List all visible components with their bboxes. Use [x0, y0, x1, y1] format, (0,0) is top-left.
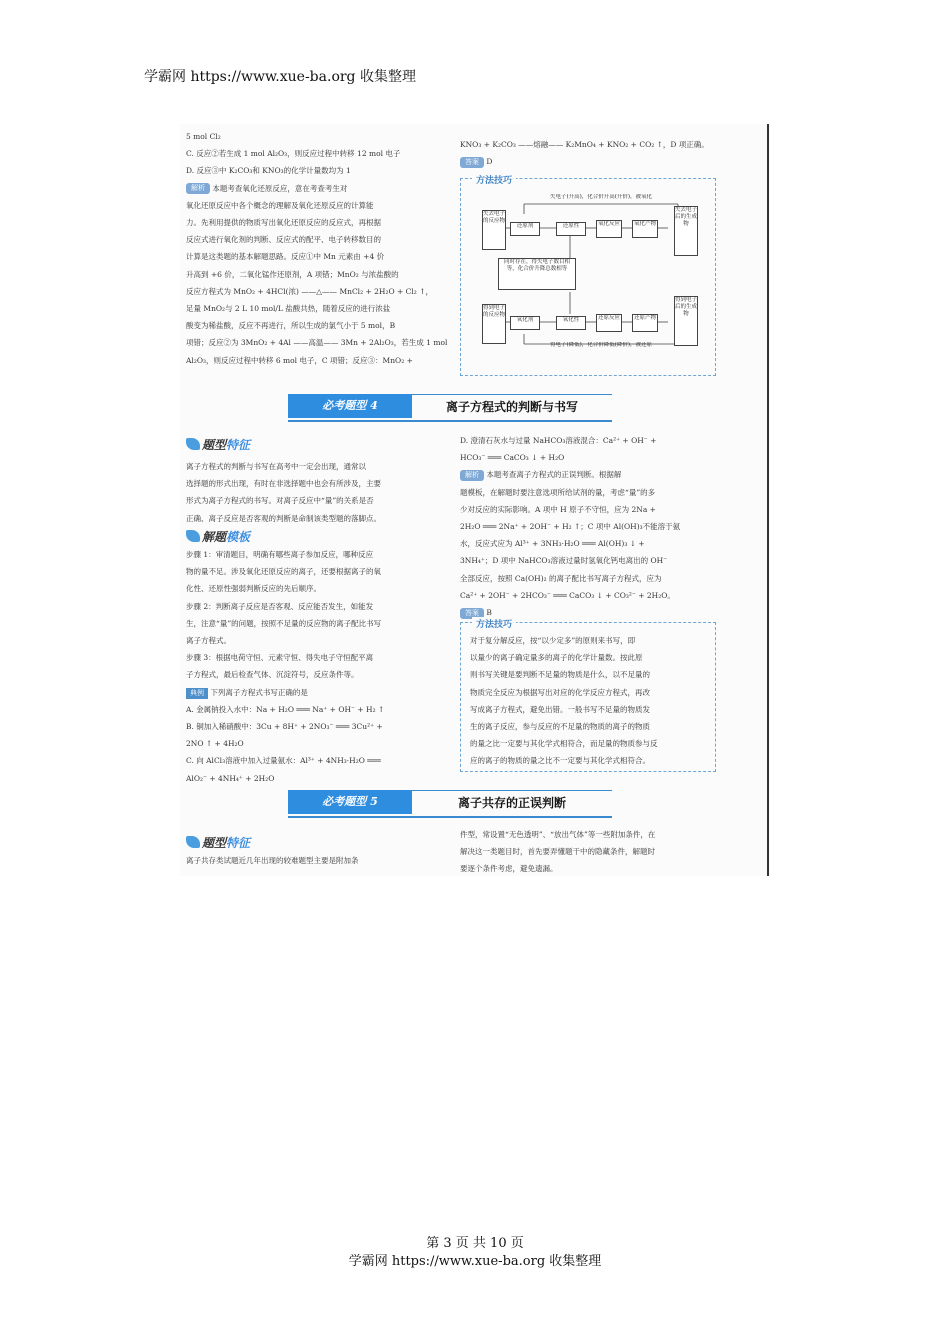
text-line: 全部反应，按照 Ca(OH)₂ 的离子配比书写离子方程式，应为 — [460, 573, 662, 583]
text-line: 反应方程式为 MnO₂ + 4HCl(浓) ——△—— MnCl₂ + 2H₂O + Cl₂ ↑， — [186, 286, 433, 296]
text-line: 本题考查氧化还原反应，意在考查考生对 — [212, 183, 348, 193]
page-edge-rule — [767, 124, 769, 876]
text-line: Al₂O₃，则反应过程中转移 6 mol 电子，C 项错；反应③：MnO₂ + — [186, 355, 413, 365]
banner-title: 离子共存的正误判断 — [412, 790, 612, 815]
text-line: 生，注意“量”的问题，按照不足量的反应物的离子配比书写 — [186, 618, 382, 628]
text-line: 3NH₄⁺；D 项中 NaHCO₃溶液过量时氢氧化钙电离出的 OH⁻ — [460, 556, 668, 566]
text-line: 正确、离子反应是否客观的判断是命制该类型题的落脚点。 — [186, 513, 381, 523]
s4-method-text — [470, 632, 708, 770]
text-line: 水，反应式应为 Al³⁺ + 3NH₃·H₂O ═══ Al(OH)₃ ↓ + — [460, 539, 645, 549]
text-line: 本题考查离子方程式的正误判断。根据解 — [486, 470, 622, 480]
text-line: 选择题的形式出现，有时在非选择题中也会有所涉及，主要 — [186, 479, 381, 489]
banner-label: 必考题型 5 — [288, 790, 412, 814]
heading-accent: 模板 — [226, 530, 251, 544]
heading-text: 题型 — [202, 438, 227, 452]
box-left-reactant-1: 失去电子的反应物 — [482, 210, 506, 250]
text-line: 酸变为稀盐酸，反应不再进行，所以生成的氯气小于 5 mol，B — [186, 321, 396, 331]
text-line: 步骤 2：判断离子反应是否客观、反应能否发生，如能发 — [186, 601, 374, 611]
text-line: 则书写关键是要判断不足量的物质是什么，以不足量的 — [470, 670, 650, 680]
box-oxidation-product: 氧化产物 — [632, 220, 658, 238]
heading-text: 题型 — [202, 836, 227, 850]
heading-text: 解题 — [202, 530, 227, 544]
box-reduction-reaction: 还原反应 — [596, 314, 622, 332]
answer-tag: 答案 — [460, 608, 484, 619]
s4-intro — [186, 458, 448, 527]
example-tag: 典例 — [186, 688, 208, 699]
heading-accent: 特征 — [226, 836, 251, 850]
text-line: Ca²⁺ + 2OH⁻ + 2HCO₃⁻ ═══ CaCO₃ ↓ + CO₃²⁻ + 2H₂O。 — [460, 590, 675, 600]
answer-value: B — [486, 608, 492, 618]
s4-right-column — [460, 432, 718, 621]
top-right-column — [460, 136, 718, 170]
box-left-reactant-2: 得到电子的反应物 — [482, 304, 506, 344]
text-line: 离子方程式。 — [186, 636, 231, 646]
text-line: B. 铜加入稀硝酸中：3Cu + 8H⁺ + 2NO₃⁻ ═══ 3Cu²⁺ + — [186, 722, 383, 732]
text-line: 解决这一类题目时，首先要弄懂题干中的隐藏条件，解题时 — [460, 847, 655, 857]
page-header: 学霸网 https://www.xue-ba.org 收集整理 — [144, 69, 416, 85]
feature-heading — [186, 436, 250, 453]
bottom-label: 得电子(降低)，化合价降低(降价)，被还原 — [549, 342, 653, 348]
s4-steps — [186, 546, 448, 787]
text-line: 5 mol Cl₂ — [186, 132, 221, 141]
text-line: C. 向 AlCl₃溶液中加入过量氨水：Al³⁺ + 4NH₃·H₂O ═══ — [186, 756, 381, 766]
box-reducing-agent: 还原剂 — [510, 222, 540, 236]
heading-icon — [186, 530, 200, 542]
analysis-tag: 解析 — [186, 183, 210, 194]
top-label: 失电子(升高)，化合价升高(升价)，被氧化 — [549, 194, 653, 200]
heading-icon — [186, 836, 200, 848]
text-line: 项错；反应②为 3MnO₂ + 4Al ——高温—— 3Mn + 2Al₂O₃，若生成 1 mol — [186, 338, 448, 348]
box-oxidation-reaction: 氧化反应 — [596, 220, 622, 238]
box-reduction-product: 还原产物 — [632, 314, 658, 332]
box-oxidizability: 氧化性 — [556, 316, 586, 330]
text-line: 物质完全反应为根据写出对应的化学反应方程式，再改 — [470, 687, 650, 697]
text-line: 应的离子的物质的量之比不一定要与其化学式相符合。 — [470, 756, 650, 766]
text-line: HCO₃⁻ ═══ CaCO₃ ↓ + H₂O — [460, 453, 565, 463]
s5-left-column — [186, 852, 448, 869]
text-line: 形式为离子方程式的书写。对离子反应中“量”的关系是否 — [186, 496, 374, 506]
text-line: AlO₂⁻ + 4NH₄⁺ + 2H₂O — [186, 773, 275, 783]
box-right-product-2: 得到电子后的生成物 — [674, 296, 698, 346]
feature-heading — [186, 834, 250, 851]
top-left-column — [186, 128, 448, 369]
template-heading — [186, 528, 250, 545]
analysis-tag: 解析 — [460, 470, 484, 481]
answer-value: D — [486, 157, 493, 167]
text-line: 2NO ↑ + 4H₂O — [186, 739, 244, 749]
box-right-product-1: 失去电子后的生成物 — [674, 206, 698, 256]
box-middle-note: 同时存在，得失电子数目相等，化合价升降总数相等 — [498, 258, 576, 290]
heading-icon — [186, 438, 200, 450]
text-line: 下列离子方程式书写正确的是 — [210, 687, 308, 697]
answer-tag: 答案 — [460, 157, 484, 168]
heading-accent: 特征 — [226, 438, 251, 452]
text-line: C. 反应②若生成 1 mol Al₂O₃，则反应过程中转移 12 mol 电子 — [186, 149, 401, 159]
s5-right-column — [460, 826, 718, 878]
text-line: 题模板，在解题时要注意选项所给试剂的量，考虑“量”的多 — [460, 487, 656, 497]
text-line: 氧化还原反应中各个概念的理解及氧化还原反应的计算能 — [186, 200, 374, 210]
banner-title: 离子方程式的判断与书写 — [412, 394, 612, 419]
text-line: D. 澄清石灰水与过量 NaHCO₃溶液混合：Ca²⁺ + OH⁻ + — [460, 436, 657, 445]
text-line: KNO₃ + K₂CO₃ ——熔融—— K₂MnO₄ + KNO₂ + CO₂ ↑，D 项正确。 — [460, 140, 709, 149]
text-line: 离子共存类试题近几年出现的较难题型主要是附加条 — [186, 856, 359, 865]
text-line: 计算是这类题的基本解题思路。反应①中 Mn 元素由 +4 价 — [186, 252, 385, 262]
text-line: 离子方程式的判断与书写在高考中一定会出现，通常以 — [186, 462, 366, 471]
text-line: D. 反应③中 K₂CO₃和 KNO₃的化学计量数均为 1 — [186, 166, 351, 176]
banner-label: 必考题型 4 — [288, 394, 412, 418]
text-line: 生的离子反应，参与反应的不足量的物质的离子的物质 — [470, 722, 650, 732]
text-line: 足量 MnO₂与 2 L 10 mol/L 盐酸共热，随着反应的进行浓盐 — [186, 304, 391, 314]
text-line: 步骤 3：根据电荷守恒、元素守恒、得失电子守恒配平离 — [186, 653, 374, 663]
text-line: 力。先利用提供的物质写出氧化还原反应的反应式，再根据 — [186, 218, 381, 228]
text-line: 写成离子方程式，避免出错。一般书写不足量的物质发 — [470, 704, 650, 714]
section-banner-4 — [288, 394, 612, 422]
box-oxidizing-agent: 氧化剂 — [510, 316, 540, 330]
text-line: 升高到 +6 价，二氧化锰作还原剂，A 项错；MnO₂ 与浓盐酸的 — [186, 269, 399, 279]
text-line: 以量少的离子确定量多的离子的化学计量数。按此原 — [470, 653, 643, 663]
text-line: 2H₂O ═══ 2Na⁺ + 2OH⁻ + H₂ ↑；C 项中 Al(OH)₃不能溶于氨 — [460, 522, 681, 532]
method-title: 方法技巧 — [472, 617, 516, 630]
text-line: 化性、还原性强弱判断反应的先后顺序。 — [186, 584, 321, 594]
page-number: 第 3 页 共 10 页 — [426, 1236, 524, 1251]
method-title: 方法技巧 — [472, 173, 516, 186]
text-line: 步骤 1：审清题目，明确有哪些离子参加反应，哪种反应 — [186, 550, 374, 559]
text-line: 对于复分解反应，按“以少定多”的原则来书写，即 — [470, 636, 636, 645]
text-line: 少对反应的实际影响。A 项中 H 原子不守恒，应为 2Na + — [460, 504, 656, 514]
text-line: 的量之比一定要与其化学式相符合，而足量的物质参与反 — [470, 739, 658, 749]
text-line: 件型，常设置“无色透明”、“放出气体”等一些附加条件，在 — [460, 830, 656, 839]
text-line: 物的量不足。涉及氧化还原反应的离子，还要根据离子的氧 — [186, 567, 381, 577]
text-line: 反应式进行氧化剂的判断、反应式的配平、电子转移数目的 — [186, 235, 381, 245]
text-line: 子方程式，最后检查气体、沉淀符号，反应条件等。 — [186, 670, 359, 680]
box-reducibility: 还原性 — [556, 222, 586, 236]
redox-diagram — [478, 192, 700, 352]
text-line: A. 金属钠投入水中：Na + H₂O ═══ Na⁺ + OH⁻ + H₂ ↑ — [186, 704, 385, 714]
text-line: 要逐个条件考虑，避免遗漏。 — [460, 864, 558, 874]
section-banner-5 — [288, 790, 612, 818]
page-footer: 学霸网 https://www.xue-ba.org 收集整理 — [348, 1254, 602, 1269]
